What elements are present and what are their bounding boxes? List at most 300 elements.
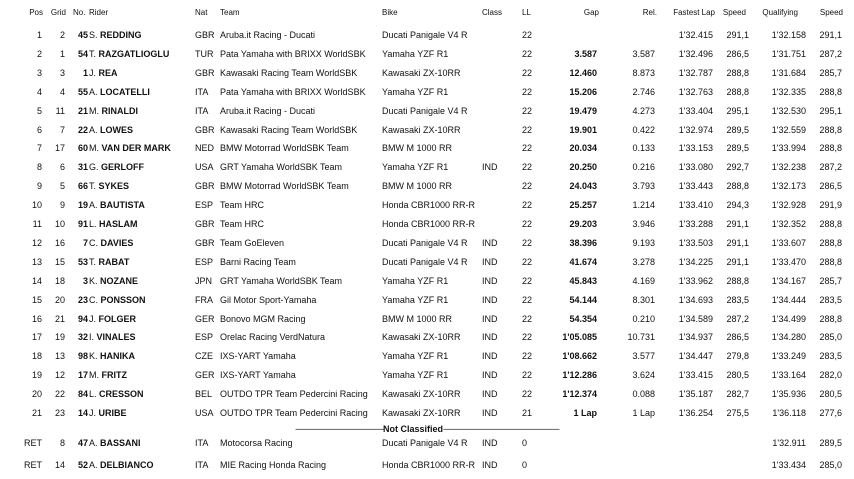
- rel-cell: 3.587: [632, 48, 655, 59]
- rider-surname: VAN DER MARK: [101, 143, 171, 154]
- nat-cell: GBR: [195, 67, 215, 78]
- speed-cell: 288,8: [726, 275, 749, 286]
- fastest-lap-cell: 1'33.288: [678, 219, 713, 229]
- fastest-lap-cell: 1'34.937: [678, 332, 713, 343]
- nat-cell: ITA: [195, 105, 209, 116]
- grid-cell: 23: [54, 408, 65, 418]
- speed-cell: 283,5: [726, 294, 749, 305]
- laps-cell: 22: [522, 313, 533, 324]
- rider-number: 32: [77, 332, 88, 343]
- grid-cell: 12: [54, 370, 65, 381]
- nat-cell: CZE: [195, 351, 213, 362]
- speed-cell: 288,8: [726, 67, 749, 78]
- bike-cell: Ducati Panigale V4 R: [382, 105, 468, 116]
- fastest-lap-cell: 1'32.787: [678, 67, 713, 78]
- rider-number: 3: [82, 275, 88, 286]
- bike-cell: Kawasaki ZX-10RR: [382, 124, 461, 135]
- fastest-lap-cell: 1'33.153: [678, 143, 713, 154]
- rider-initial: K.: [89, 275, 98, 286]
- laps-cell: 22: [522, 294, 533, 305]
- nat-cell: TUR: [195, 48, 214, 59]
- laps-cell: 22: [522, 351, 533, 362]
- qualifying-speed-cell: 288,8: [819, 124, 842, 135]
- qualifying-cell: 1'33.164: [771, 370, 806, 381]
- pos-cell: 15: [31, 294, 42, 305]
- qualifying-speed-cell: 288,8: [819, 143, 842, 154]
- speed-cell: 289,5: [726, 124, 749, 135]
- rel-cell: 10.731: [627, 332, 655, 343]
- header-speed: Speed: [722, 8, 746, 17]
- table-header: [0, 5, 854, 21]
- header-no: No.: [73, 8, 86, 17]
- qualifying-speed-cell: 280,5: [819, 389, 842, 400]
- rel-cell: 4.273: [632, 105, 655, 116]
- rider-initial: M.: [89, 143, 99, 154]
- grid-cell: 11: [55, 105, 65, 116]
- speed-cell: 279,8: [726, 351, 749, 362]
- divider-right: ----------------------------------------------------------: [443, 424, 559, 434]
- fastest-lap-cell: 1'32.415: [678, 30, 713, 40]
- pos-cell: 18: [31, 351, 42, 362]
- team-cell: Kawasaki Racing Team WorldSBK: [220, 67, 358, 78]
- speed-cell: 291,1: [726, 256, 749, 267]
- rider-number: 7: [82, 237, 88, 248]
- nat-cell: USA: [195, 162, 214, 173]
- laps-cell: 22: [522, 105, 533, 116]
- qualifying-speed-cell: 283,5: [819, 351, 842, 362]
- laps-cell: 22: [522, 30, 533, 40]
- rider-surname: FOLGER: [98, 313, 137, 324]
- qualifying-cell: 1'32.911: [772, 438, 806, 448]
- team-cell: Barni Racing Team: [220, 256, 296, 267]
- pos-cell: 12: [31, 237, 42, 248]
- gap-cell: 12.460: [569, 67, 597, 78]
- class-cell: IND: [482, 351, 498, 362]
- speed-cell: 291,1: [726, 30, 749, 40]
- qualifying-speed-cell: 287,2: [819, 48, 842, 59]
- header-nat: Nat: [195, 8, 208, 17]
- speed-cell: 291,1: [726, 237, 749, 248]
- gap-cell: 20.034: [569, 143, 597, 154]
- grid-cell: 3: [59, 67, 65, 78]
- gap-cell: 38.396: [569, 237, 597, 248]
- class-cell: IND: [482, 370, 498, 381]
- qualifying-speed-cell: 295,1: [819, 105, 842, 116]
- grid-cell: 8: [59, 438, 65, 448]
- rider-surname: BASSANI: [100, 438, 141, 448]
- qualifying-speed-cell: 288,8: [819, 219, 842, 229]
- qualifying-cell: 1'34.499: [771, 313, 806, 324]
- rider-number: 19: [77, 200, 88, 211]
- qualifying-speed-cell: 277,6: [819, 408, 842, 418]
- table-row: [0, 454, 854, 476]
- grid-cell: 22: [54, 389, 65, 400]
- speed-cell: 288,8: [726, 181, 749, 192]
- speed-cell: 289,5: [726, 143, 749, 154]
- rider-initial: J.: [89, 408, 97, 418]
- team-cell: Orelac Racing VerdNatura: [220, 332, 326, 343]
- team-cell: BMW Motorrad WorldSBK Team: [220, 181, 349, 192]
- bike-cell: Kawasaki ZX-10RR: [382, 332, 461, 343]
- rider-surname: DELBIANCO: [100, 460, 154, 470]
- rider-surname: CRESSON: [99, 389, 144, 400]
- gap-cell: 45.843: [569, 275, 597, 286]
- rel-cell: 1.214: [632, 200, 655, 211]
- rel-cell: 0.088: [632, 389, 655, 400]
- bike-cell: Kawasaki ZX-10RR: [382, 408, 461, 418]
- team-cell: Pata Yamaha with BRIXX WorldSBK: [220, 48, 366, 59]
- header-qualifying-speed: Speed: [819, 8, 843, 17]
- speed-cell: 294,3: [726, 200, 749, 211]
- grid-cell: 9: [59, 200, 65, 211]
- speed-cell: 282,7: [726, 389, 749, 400]
- nat-cell: ESP: [195, 256, 214, 267]
- grid-cell: 10: [54, 219, 65, 229]
- speed-cell: 288,8: [726, 86, 749, 97]
- bike-cell: Honda CBR1000 RR-R: [382, 200, 476, 211]
- pos-cell: 1: [36, 30, 42, 40]
- rider-number: 21: [77, 105, 88, 116]
- rider-initial: L.: [89, 219, 97, 229]
- gap-cell: 15.206: [569, 86, 597, 97]
- team-cell: OUTDO TPR Team Pedercini Racing: [220, 389, 368, 400]
- team-cell: Team GoEleven: [220, 237, 285, 248]
- nat-cell: ITA: [195, 438, 209, 448]
- rider-initial: A.: [89, 86, 98, 97]
- rider-initial: T.: [89, 48, 97, 59]
- rel-cell: 3.793: [632, 181, 655, 192]
- rider-initial: C.: [89, 294, 98, 305]
- laps-cell: 22: [522, 389, 533, 400]
- qualifying-speed-cell: 291,9: [819, 200, 842, 211]
- fastest-lap-cell: 1'33.404: [678, 105, 713, 116]
- rider-initial: G.: [89, 162, 99, 173]
- qualifying-cell: 1'34.444: [771, 294, 806, 305]
- fastest-lap-cell: 1'32.496: [678, 48, 713, 59]
- rider-number: 17: [77, 370, 88, 381]
- nat-cell: GBR: [195, 181, 215, 192]
- bike-cell: Yamaha YZF R1: [382, 162, 449, 173]
- rider-surname: RAZGATLIOGLU: [98, 48, 170, 59]
- team-cell: MIE Racing Honda Racing: [220, 460, 327, 470]
- grid-cell: 6: [59, 162, 65, 173]
- rider-initial: S.: [89, 30, 98, 40]
- qualifying-cell: 1'31.751: [771, 48, 806, 59]
- fastest-lap-cell: 1'34.589: [678, 313, 713, 324]
- rider-number: 53: [77, 256, 88, 267]
- rel-cell: 3.278: [632, 256, 655, 267]
- rel-cell: 3.624: [632, 370, 655, 381]
- grid-cell: 13: [54, 351, 65, 362]
- gap-cell: 1'12.286: [562, 370, 597, 381]
- rider-surname: VINALES: [96, 332, 136, 343]
- laps-cell: 22: [522, 256, 533, 267]
- gap-cell: 54.144: [569, 294, 597, 305]
- team-cell: GRT Yamaha WorldSBK Team: [220, 162, 343, 173]
- rider-number: 52: [77, 460, 88, 470]
- grid-cell: 16: [54, 237, 65, 248]
- rider-number: 45: [77, 30, 88, 40]
- laps-cell: 0: [522, 438, 528, 448]
- laps-cell: 0: [522, 460, 528, 470]
- fastest-lap-cell: 1'34.225: [678, 256, 713, 267]
- nat-cell: USA: [195, 408, 214, 418]
- rider-number: 14: [77, 408, 88, 418]
- fastest-lap-cell: 1'33.410: [678, 200, 713, 211]
- pos-cell: 2: [36, 48, 42, 59]
- bike-cell: Ducati Panigale V4 R: [382, 256, 468, 267]
- grid-cell: 5: [59, 181, 65, 192]
- header-fastest-lap: Fastest Lap: [673, 8, 715, 17]
- bike-cell: Ducati Panigale V4 R: [382, 30, 468, 40]
- qualifying-speed-cell: 289,5: [819, 438, 842, 448]
- rider-surname: HASLAM: [99, 219, 138, 229]
- qualifying-cell: 1'32.158: [771, 30, 806, 40]
- not-classified-banner: [0, 421, 854, 437]
- nat-cell: ITA: [195, 460, 209, 470]
- laps-cell: 22: [522, 124, 533, 135]
- rel-cell: 3.577: [632, 351, 655, 362]
- team-cell: BMW Motorrad WorldSBK Team: [220, 143, 349, 154]
- speed-cell: 286,5: [726, 332, 749, 343]
- rider-initial: A.: [89, 124, 98, 135]
- gap-cell: 29.203: [569, 219, 597, 229]
- speed-cell: 292,7: [726, 162, 749, 173]
- rider-number: 66: [77, 181, 88, 192]
- qualifying-cell: 1'33.607: [771, 237, 806, 248]
- rider-initial: A.: [89, 438, 98, 448]
- bike-cell: BMW M 1000 RR: [382, 313, 453, 324]
- rider-initial: L.: [89, 389, 97, 400]
- rel-cell: 0.216: [632, 162, 655, 173]
- laps-cell: 22: [522, 181, 533, 192]
- class-cell: IND: [482, 313, 498, 324]
- rel-cell: 1 Lap: [632, 408, 655, 418]
- gap-cell: 41.674: [569, 256, 597, 267]
- rider-initial: M.: [89, 105, 99, 116]
- rider-surname: LOWES: [100, 124, 134, 135]
- gap-cell: 3.587: [574, 48, 597, 59]
- speed-cell: 280,5: [726, 370, 749, 381]
- gap-cell: 1 Lap: [573, 408, 597, 418]
- rel-cell: 2.746: [632, 86, 655, 97]
- gap-cell: 20.250: [569, 162, 597, 173]
- bike-cell: Kawasaki ZX-10RR: [382, 389, 461, 400]
- class-cell: IND: [482, 294, 498, 305]
- header-ll: LL: [522, 8, 531, 17]
- rider-surname: RABAT: [98, 256, 130, 267]
- pos-cell: RET: [24, 460, 42, 470]
- laps-cell: 22: [522, 219, 533, 229]
- fastest-lap-cell: 1'32.763: [678, 86, 713, 97]
- fastest-lap-cell: 1'34.447: [678, 351, 713, 362]
- laps-cell: 22: [522, 143, 533, 154]
- rider-initial: K.: [89, 351, 98, 362]
- pos-cell: 11: [32, 219, 42, 229]
- qualifying-speed-cell: 288,8: [819, 256, 842, 267]
- pos-cell: 9: [36, 181, 42, 192]
- rider-surname: LOCATELLI: [100, 86, 150, 97]
- team-cell: Aruba.it Racing - Ducati: [220, 30, 316, 40]
- qualifying-speed-cell: 288,8: [819, 237, 842, 248]
- team-cell: Team HRC: [220, 219, 265, 229]
- rider-initial: J.: [89, 313, 97, 324]
- rider-number: 98: [77, 351, 88, 362]
- rel-cell: 3.946: [632, 219, 655, 229]
- rider-number: 91: [77, 219, 88, 229]
- bike-cell: Yamaha YZF R1: [382, 275, 449, 286]
- rel-cell: 4.169: [632, 275, 655, 286]
- rider-surname: URIBE: [98, 408, 127, 418]
- class-cell: IND: [482, 256, 498, 267]
- rider-surname: REA: [98, 67, 118, 78]
- fastest-lap-cell: 1'33.080: [678, 162, 713, 173]
- rel-cell: 8.873: [632, 67, 655, 78]
- grid-cell: 4: [59, 86, 65, 97]
- pos-cell: 13: [31, 256, 42, 267]
- pos-cell: 20: [31, 389, 42, 400]
- class-cell: IND: [482, 408, 498, 418]
- nat-cell: BEL: [195, 389, 213, 400]
- rider-surname: NOZANE: [100, 275, 139, 286]
- pos-cell: 7: [36, 143, 42, 154]
- fastest-lap-cell: 1'36.254: [678, 408, 713, 418]
- header-bike: Bike: [382, 8, 398, 17]
- gap-cell: 1'08.662: [562, 351, 597, 362]
- speed-cell: 291,1: [726, 219, 749, 229]
- header-qualifying: Qualifying: [762, 8, 798, 17]
- rider-surname: DAVIES: [100, 237, 134, 248]
- bike-cell: Ducati Panigale V4 R: [382, 438, 468, 448]
- qualifying-speed-cell: 288,8: [819, 86, 842, 97]
- fastest-lap-cell: 1'33.415: [678, 370, 713, 381]
- header-class: Class: [482, 8, 503, 17]
- class-cell: IND: [482, 438, 498, 448]
- header-rel: Rel.: [642, 8, 657, 17]
- qualifying-cell: 1'34.280: [771, 332, 806, 343]
- gap-cell: 54.354: [569, 313, 597, 324]
- bike-cell: BMW M 1000 RR: [382, 143, 453, 154]
- speed-cell: 275,5: [726, 408, 749, 418]
- qualifying-cell: 1'32.238: [771, 162, 806, 173]
- rider-surname: SYKES: [98, 181, 130, 192]
- rel-cell: 8.301: [632, 294, 655, 305]
- rider-surname: REDDING: [100, 30, 142, 40]
- nat-cell: GER: [195, 313, 215, 324]
- team-cell: Motocorsa Racing: [220, 438, 293, 448]
- grid-cell: 7: [59, 124, 65, 135]
- pos-cell: 8: [36, 162, 42, 173]
- team-cell: OUTDO TPR Team Pedercini Racing: [220, 408, 368, 418]
- fastest-lap-cell: 1'34.693: [678, 294, 713, 305]
- rider-number: 60: [77, 143, 88, 154]
- rider-number: 94: [77, 313, 88, 324]
- team-cell: Aruba.it Racing - Ducati: [220, 105, 316, 116]
- laps-cell: 22: [522, 86, 533, 97]
- pos-cell: RET: [24, 438, 42, 448]
- class-cell: IND: [482, 460, 498, 470]
- rider-number: 22: [77, 124, 88, 135]
- team-cell: Gil Motor Sport-Yamaha: [220, 294, 317, 305]
- qualifying-cell: 1'32.530: [771, 105, 806, 116]
- team-cell: Team HRC: [220, 200, 265, 211]
- grid-cell: 20: [54, 294, 65, 305]
- team-cell: Kawasaki Racing Team WorldSBK: [220, 124, 358, 135]
- laps-cell: 22: [522, 237, 533, 248]
- rider-number: 47: [77, 438, 88, 448]
- qualifying-speed-cell: 285,0: [819, 332, 842, 343]
- qualifying-cell: 1'35.936: [771, 389, 806, 400]
- rider-initial: T.: [89, 181, 97, 192]
- rider-surname: BAUTISTA: [100, 200, 145, 211]
- qualifying-speed-cell: 282,0: [819, 370, 842, 381]
- nat-cell: NED: [195, 143, 215, 154]
- pos-cell: 4: [36, 86, 42, 97]
- grid-cell: 1: [59, 48, 65, 59]
- nat-cell: GER: [195, 370, 215, 381]
- bike-cell: Ducati Panigale V4 R: [382, 237, 468, 248]
- rider-initial: A.: [89, 200, 98, 211]
- rider-initial: A.: [89, 460, 98, 470]
- bike-cell: Yamaha YZF R1: [382, 370, 449, 381]
- speed-cell: 287,2: [726, 313, 749, 324]
- qualifying-speed-cell: 286,5: [819, 181, 842, 192]
- fastest-lap-cell: 1'32.974: [678, 124, 713, 135]
- grid-cell: 14: [54, 460, 65, 470]
- bike-cell: BMW M 1000 RR: [382, 181, 453, 192]
- nat-cell: ITA: [195, 86, 209, 97]
- gap-cell: 24.043: [569, 181, 597, 192]
- laps-cell: 22: [522, 275, 533, 286]
- class-cell: IND: [482, 275, 498, 286]
- gap-cell: 25.257: [569, 200, 597, 211]
- laps-cell: 22: [522, 332, 533, 343]
- team-cell: IXS-YART Yamaha: [220, 370, 296, 381]
- fastest-lap-cell: 1'33.962: [678, 275, 713, 286]
- grid-cell: 17: [54, 143, 65, 154]
- fastest-lap-cell: 1'33.503: [678, 237, 713, 248]
- rider-initial: T.: [89, 256, 97, 267]
- qualifying-cell: 1'32.335: [771, 86, 806, 97]
- pos-cell: 19: [31, 370, 42, 381]
- rider-number: 84: [77, 389, 88, 400]
- team-cell: Pata Yamaha with BRIXX WorldSBK: [220, 86, 366, 97]
- team-cell: GRT Yamaha WorldSBK Team: [220, 275, 343, 286]
- nat-cell: JPN: [195, 275, 213, 286]
- pos-cell: 5: [36, 105, 42, 116]
- rider-initial: J.: [89, 67, 97, 78]
- qualifying-cell: 1'33.994: [771, 143, 806, 154]
- rider-name: [89, 454, 154, 476]
- qualifying-cell: 1'36.118: [772, 408, 806, 418]
- pos-cell: 10: [31, 200, 42, 211]
- grid-cell: 2: [59, 30, 65, 40]
- header-grid: Grid: [50, 8, 66, 17]
- rider-number: 23: [77, 294, 88, 305]
- bike-cell: Yamaha YZF R1: [382, 294, 449, 305]
- qualifying-cell: 1'32.928: [771, 200, 806, 211]
- qualifying-cell: 1'32.559: [771, 124, 806, 135]
- laps-cell: 22: [522, 370, 533, 381]
- qualifying-speed-cell: 285,0: [819, 460, 842, 470]
- class-cell: IND: [482, 332, 498, 343]
- grid-cell: 21: [54, 313, 65, 324]
- nat-cell: GBR: [195, 124, 215, 135]
- speed-cell: 286,5: [726, 48, 749, 59]
- rider-surname: RINALDI: [101, 105, 139, 116]
- rider-surname: FRITZ: [101, 370, 128, 381]
- bike-cell: Yamaha YZF R1: [382, 48, 449, 59]
